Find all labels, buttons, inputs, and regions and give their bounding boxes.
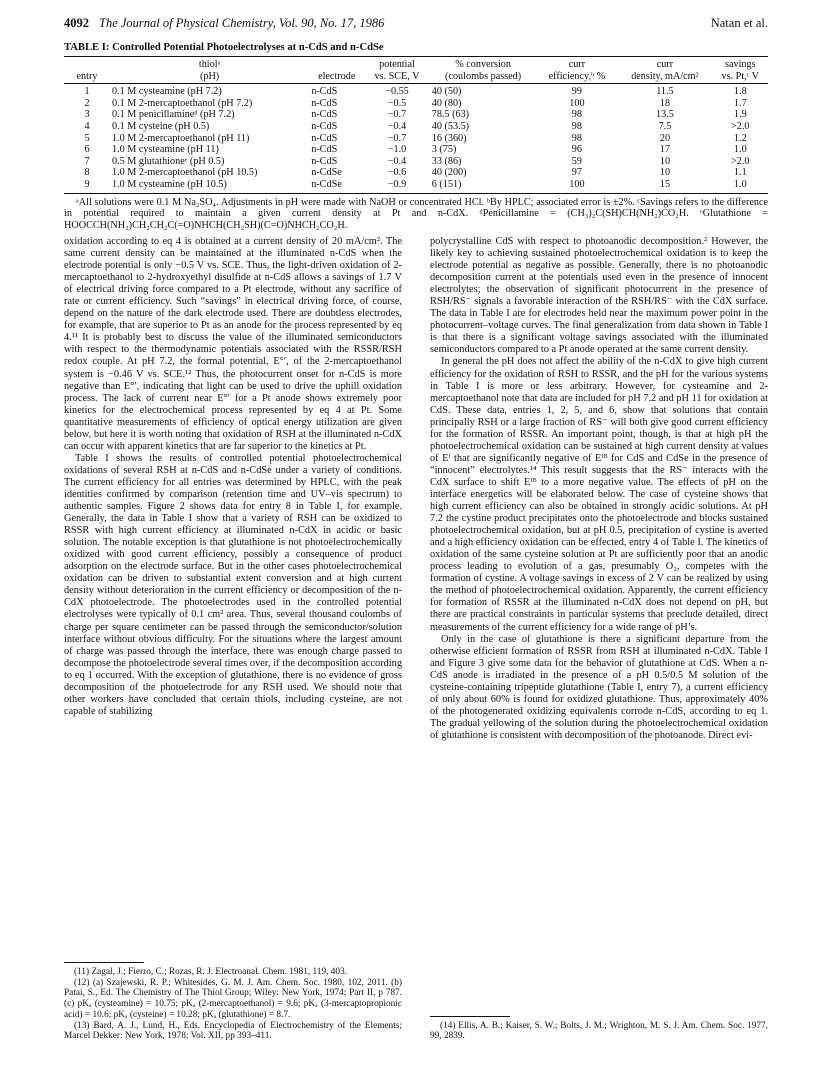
cell-density: 17 <box>659 144 671 156</box>
table-row <box>64 179 768 193</box>
header-conversion-top: % conversion <box>430 57 537 71</box>
cell-thiol: 0.1 M 2-mercaptoethanol (pH 7.2) <box>112 97 253 109</box>
cell-savings: 1.7 <box>733 97 747 109</box>
cell-density: 18 <box>659 97 671 109</box>
cell-potential: −0.7 <box>387 132 407 144</box>
reference-rule <box>64 962 144 963</box>
cell-potential: −0.4 <box>387 120 407 132</box>
cell-savings: >2.0 <box>731 155 750 167</box>
reference-rule <box>430 1016 510 1017</box>
cell-potential: −0.7 <box>387 109 407 121</box>
cell-electrode: n-CdS <box>311 97 338 109</box>
body-paragraph: polycrystalline CdS with respect to photoanodic decomposition.² However, the likely key to achieving sustained photoelectrochemical oxidation is to keep the electrode potential as negative as possible. Generally, there is no photoanodic decomposition current at the potentials used even in the presence of innocent electrolytes; the observation of significant photocurrent in the presence of RSH/RS⁻ signals a favorable interaction of the RSH/RS⁻ with the CdX surface. The data in Table I are for electrodes held near the maximum power point in the photocurrent–voltage curves. The final generalization from data shown in Table I is that there is a significant voltage savings associated with the illuminated semiconductors compared to a Pt anode operated at the same current density. <box>430 236 768 356</box>
cell-efficiency: 99 <box>571 86 582 98</box>
cell-electrode: n-CdS <box>311 132 338 144</box>
table-row <box>64 133 768 145</box>
header-thiol-top: thiolᵃ <box>110 57 309 71</box>
header-entry: entry <box>64 71 110 84</box>
cell-conversion: 78.5 (63) <box>431 109 470 121</box>
cell-conversion: 40 (53.5) <box>431 120 470 132</box>
journal-citation: The Journal of Physical Chemistry, Vol. 90, No. 17, 1986 <box>99 16 385 30</box>
cell-conversion: 40 (80) <box>431 97 462 109</box>
cell-electrode: n-CdS <box>311 144 338 156</box>
data-table <box>64 56 768 194</box>
body-paragraph: Only in the case of glutathione is there a significant departure from the otherwise efficient formation of RSSR from RSH at illuminated n-CdX. Table I and Figure 3 give some data for the behavior of glutathione at CdS. When a n-CdS anode is irradiated in the presence of a pH 0.5/0.5 M solution of the cysteine-containing tripeptide glutathione (Table I, entry 7), a current efficiency of only about 60% is found for oxidized glutathione. Thus, approximately 40% of the photogenerated oxidizing equivalents corrode n-CdS, according to eq 1. The gradual yellowing of the solution during the photoelectrochemical oxidation of glutathione is consistent with decomposition of the photoanode. Direct evi- <box>430 633 768 741</box>
cell-density: 20 <box>659 132 671 144</box>
cell-potential: −1.0 <box>387 144 407 156</box>
table-row <box>64 84 768 98</box>
body-paragraph: Table I shows the results of controlled potential photoelectrochemical oxidations of several RSH at n-CdS and n-CdSe under a variety of conditions. The current efficiency for all entries was determined by HPLC, with the peak identities confirmed by comparison (retention time and UV–vis spectrum) to authentic samples. Figure 2 shows data for entry 8 in Table I, for example. Generally, the data in Table I show that a variety of RSH can be oxidized to RSSR with high current efficiency at illuminated n-CdX in acidic or basic solution. The notable exception is that glutathione is not photoelectrochemically oxidized with good current efficiency, possibly a consequence of product adsorption on the electrode surface. But in the other cases photoelectrochemical oxidation can be driven to substantial extent conversion and at high current density without deterioration in the current efficiency or decomposition of the n-CdX photoelectrode. The photoelectrodes used in the controlled potential electrolyses were typically of 0.1 cm² area. Thus, several thousand coulombs of charge per square centimeter can be passed through the semiconductor/solution interface without obvious difficulty. For the situations where the largest amount of charge was passed through the interface, there was enough charge passed to decompose the photoelectrode several times over, if the decomposition according to eq 1 occurred. With the exception of glutathione, there is no evidence of gross decomposition of the photoelectrode for any RSH used. We should note that other workers have concluded that certain thiols, including cysteine, are not capable of stabilizing <box>64 452 402 717</box>
cell-entry: 7 <box>84 155 90 167</box>
header-electrode-top <box>309 57 364 71</box>
table-body <box>64 84 768 193</box>
right-body-text <box>430 236 768 742</box>
cell-electrode: n-CdS <box>311 86 338 98</box>
header-density-top: curr <box>617 57 712 71</box>
cell-entry: 4 <box>84 120 90 132</box>
table-row <box>64 109 768 121</box>
table-row <box>64 144 768 156</box>
cell-conversion: 33 (86) <box>431 155 462 167</box>
cell-conversion: 3 (75) <box>431 144 457 156</box>
cell-thiol: 1.0 M 2-mercaptoethanol (pH 10.5) <box>112 167 258 179</box>
right-references <box>430 1016 768 1042</box>
cell-thiol: 1.0 M cysteamine (pH 11) <box>112 144 219 156</box>
reference: (13) Bard, A. J., Lund, H., Eds. Encyclopedia of Electrochemistry of the Elements; Marcel Dekker: New York, 1978; Vol. XII, pp 393–411. <box>64 1020 402 1042</box>
table-footnote: ᵃAll solutions were 0.1 M Na₂SO₄. Adjustments in pH were made with NaOH or concentrated HCl. ᵇBy HPLC; associated error is ±2%. ᶜSavings refers to the difference in potential required to maintain a given current density at Pt and n-CdX. ᵈPenicillamine = (CH₃)₂C(SH)CH(NH₂)CO₂H. ᵉGlutathione = HOOCCH(NH₂)CH₂CH₂C(=O)NHCH(CH₂SH)(C=O)NHCH₂CO₂H. <box>64 196 768 232</box>
cell-efficiency: 100 <box>537 179 618 193</box>
cell-entry: 2 <box>84 97 90 109</box>
right-column <box>430 236 768 1042</box>
header-potential: vs. SCE, V <box>364 71 429 84</box>
cell-savings: >2.0 <box>731 120 750 132</box>
cell-potential: −0.9 <box>364 179 429 193</box>
cell-efficiency: 96 <box>571 144 582 156</box>
cell-savings: 1.9 <box>733 109 747 121</box>
cell-potential: −0.5 <box>387 97 407 109</box>
cell-savings: 1.0 <box>733 144 747 156</box>
cell-thiol: 1.0 M cysteamine (pH 10.5) <box>110 179 309 193</box>
cell-entry: 1 <box>84 86 90 98</box>
reference: (12) (a) Szajewski, R. P.; Whitesides, G. M. J. Am. Chem. Soc. 1980, 102, 2011. (b) Patai, S., Ed. The Chemistry of The Thiol Group; Wiley: New York, 1974; Part II, p 787. (c) pKₐ (cysteamine) = 10.75; pKₐ (2-mercaptoethanol) = 9.6; pKₐ (3-mercaptopropionic acid) = 10.6; pKₐ (cysteine) = 10.28; pKₐ (glutathione) = 8.7. <box>64 977 402 1020</box>
cell-conversion: 40 (50) <box>431 86 462 98</box>
cell-entry: 9 <box>64 179 110 193</box>
cell-thiol: 1.0 M 2-mercaptoethanol (pH 11) <box>112 132 250 144</box>
header-potential-top: potential <box>364 57 429 71</box>
article-columns <box>64 236 768 1042</box>
cell-efficiency: 98 <box>571 132 582 144</box>
cell-thiol: 0.5 M glutathioneᵉ (pH 0.5) <box>112 155 225 167</box>
cell-efficiency: 59 <box>571 155 582 167</box>
cell-density: 13.5 <box>656 109 674 121</box>
cell-electrode: n-CdS <box>311 109 338 121</box>
cell-efficiency: 98 <box>571 109 582 121</box>
header-efficiency-top: curr <box>537 57 618 71</box>
cell-entry: 3 <box>84 109 90 121</box>
cell-savings: 1.1 <box>733 167 747 179</box>
table-block <box>64 56 768 232</box>
cell-efficiency: 100 <box>569 97 585 109</box>
cell-thiol: 0.1 M cysteamine (pH 7.2) <box>112 86 222 98</box>
cell-efficiency: 97 <box>571 167 582 179</box>
header-electrode: electrode <box>309 71 364 84</box>
cell-thiol: 0.1 M cysteine (pH 0.5) <box>112 120 210 132</box>
header-conversion: (coulombs passed) <box>430 71 537 84</box>
running-head <box>64 16 768 34</box>
header-savings-top: savings <box>713 57 768 71</box>
table-row <box>64 121 768 133</box>
cell-density: 10 <box>659 155 671 167</box>
cell-density: 7.5 <box>658 120 672 132</box>
cell-conversion: 16 (360) <box>431 132 467 144</box>
cell-potential: −0.55 <box>385 86 409 98</box>
table-row <box>64 167 768 179</box>
body-paragraph: In general the pH does not affect the ability of the n-CdX to give high current efficiency for the oxidation of RSH to RSSR, and the pH for the various systems in Table I is more or less arbitrary. However, for cysteamine and 2-mercaptoethanol note that data are included for pH 7.2 and pH 11 for oxidation at CdS. These data, entries 1, 2, 5, and 6, show that solutions that contain principally RSH or a large fraction of RS⁻ will both give good current efficiency for the formation of RSSR. An important point, though, is that at high pH the photoelectrochemical oxidation can be sustained at high current density at values of Eᶠ that are significantly negative of Eᶠᴮ for CdS and CdSe in the presence of “innocent” electrolytes.¹⁴ This result suggests that the RS⁻ interacts with the CdX surface to shift Eᶠᴮ to a more negative value. The effects of pH on the interface energetics will be elaborated below. The case of cysteine shows that high current efficiency can also be obtained in strongly acidic solutions. At pH 7.2 the cystine product precipitates onto the photoelectrode and blocks sustained photoelectrochemical oxidation, but at pH 0.5, precipitation of cystine is averted and a high efficiency oxidation can be effected, entry 4 of Table I. The kinetics of oxidation of the same cysteine solution at Pt are sufficiently poor that an anodic process leading to evolution of a gas, presumably O₂, competes with the formation of cystine. A voltage savings in excess of 2 V can be realized by using the method of photoelectrochemical oxidation. Apparently, the current efficiency for formation of RSSR at the illuminated n-CdX does not depend on pH, but there are practical constraints in particular systems that preclude detailed, direct measurements of the current efficiency for a wide range of pH’s. <box>430 356 768 633</box>
cell-electrode: n-CdSe <box>311 167 342 179</box>
cell-electrode: n-CdS <box>311 155 338 167</box>
cell-potential: −0.6 <box>387 167 407 179</box>
reference: (14) Ellis, A. B.; Kaiser, S. W.; Bolts, J. M.; Wrighton, M. S. J. Am. Chem. Soc. 1977, 99, 2839. <box>430 1020 768 1042</box>
header-efficiency: efficiency,ᵇ % <box>537 71 618 84</box>
cell-density: 11.5 <box>656 86 674 98</box>
cell-efficiency: 98 <box>571 120 582 132</box>
header-thiol: (pH) <box>110 71 309 84</box>
table-row <box>64 98 768 110</box>
left-references <box>64 962 402 1042</box>
cell-savings: 1.2 <box>733 132 747 144</box>
cell-thiol: 0.1 M penicillamineᵈ (pH 7.2) <box>112 109 235 121</box>
cell-density: 15 <box>617 179 712 193</box>
cell-potential: −0.4 <box>387 155 407 167</box>
cell-conversion: 6 (151) <box>430 179 537 193</box>
cell-conversion: 40 (200) <box>431 167 467 179</box>
running-authors: Natan et al. <box>710 16 768 30</box>
cell-savings: 1.0 <box>713 179 768 193</box>
cell-electrode: n-CdS <box>311 120 338 132</box>
cell-savings: 1.8 <box>733 86 747 98</box>
page-number: 4092 <box>64 16 89 30</box>
table-row <box>64 156 768 168</box>
left-body-text <box>64 236 402 718</box>
cell-density: 10 <box>659 167 671 179</box>
cell-entry: 5 <box>84 132 90 144</box>
cell-entry: 6 <box>84 144 90 156</box>
cell-entry: 8 <box>84 167 90 179</box>
header-entry-top <box>64 57 110 71</box>
reference: (11) Zagal, J.; Fierro, C.; Rozas, R. J. Electroanal. Chem. 1981, 119, 403. <box>74 967 348 978</box>
header-savings: vs. Pt,ᶜ V <box>713 71 768 84</box>
body-paragraph: oxidation according to eq 4 is obtained at a current density of 20 mA/cm². The same current density can be maintained at the illuminated n-CdS when the electrode potential is only −0.5 V vs. SCE. Thus, the light-driven oxidation of 2-mercaptoethanol to 2-hydroxyethyl disulfide at n-CdS allows a savings of 1.7 V of electrical driving force compared to a Pt electrode, without any sacrifice of rate or current efficiency. Such “savings” in electrical driving force, of course, depend on the nature of the dark electrode used. There are doubtless electrodes, for example, that are superior to Pt as an anode for the process represented by eq 4.¹¹ It is probably best to discuss the value of the illuminated semiconductors with respect to the thermodynamic potentials associated with the RSSR/RSH redox couple. At pH 7.2, the formal potential, E°′, of the 2-mercaptoethanol system is −0.46 V vs. SCE.¹² Thus, the photocurrent onset for n-CdS is more negative than E°′, indicating that light can be used to drive the uphill oxidation process. The lack of current near E°′ for a Pt anode shows extremely poor kinetics for the electrochemical process represented by eq 4 at Pt. Some quantitative measurements of efficiency of optical energy utilization are given below, but here it is worth noting that oxidation of RSH at the illuminated n-CdX can occur with apparent kinetics that are far superior to the kinetics at Pt. <box>64 236 402 452</box>
table-title: TABLE I: Controlled Potential Photoelectrolyses at n-CdS and n-CdSe <box>64 42 384 53</box>
cell-electrode: n-CdSe <box>309 179 364 193</box>
left-column <box>64 236 402 1042</box>
header-density: density, mA/cm² <box>617 71 712 84</box>
